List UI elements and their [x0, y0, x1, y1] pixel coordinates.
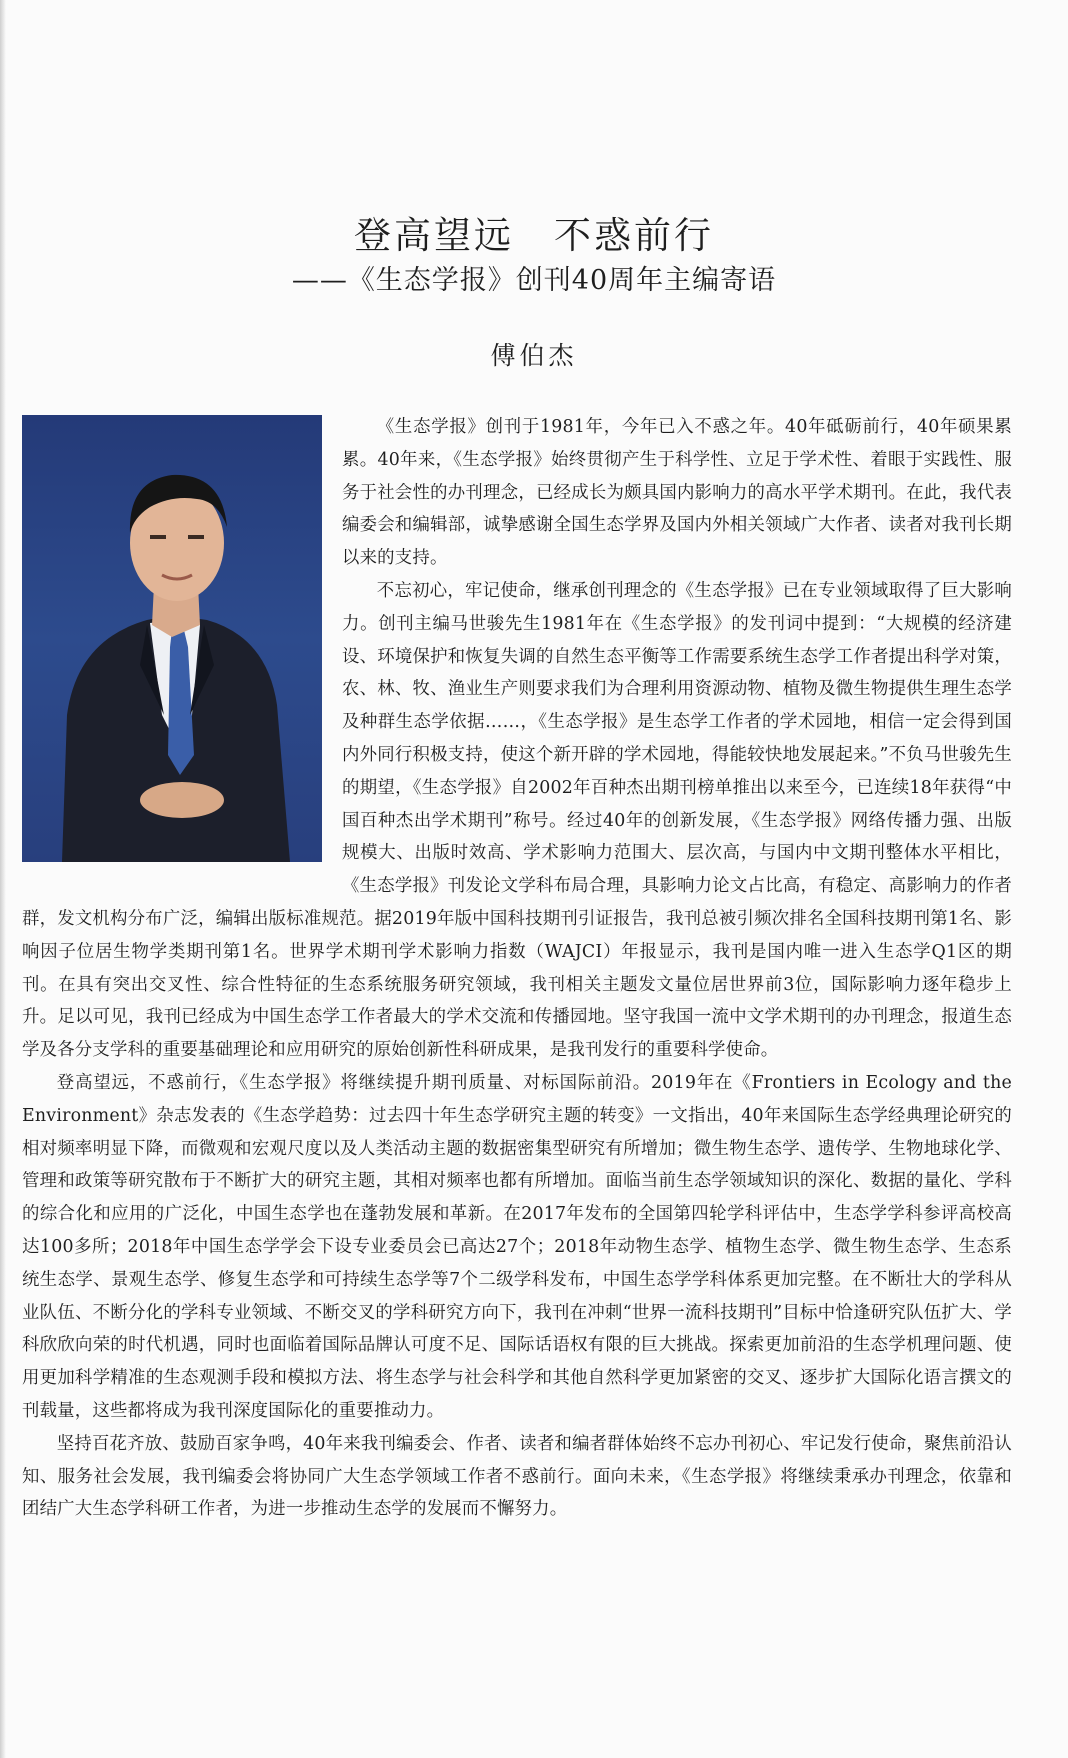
article-subtitle: ——《生态学报》创刊40周年主编寄语 [291, 265, 777, 296]
paragraph-3: 登高望远，不惑前行，《生态学报》将继续提升期刊质量、对标国际前沿。2019年在《Frontiers in Ecology and the Environment》杂志发表的《生态学趋势：过去四十年生态学研究主题的转变》一文指出，40年来国际生态学经典理论研究的相对频率明显下降，而微观和宏观尺度以及人类活动主题的数据密集型研究有所增加；微生物生态学、遗传学、生物地球化学、管理和政策等研究散布于不断扩大的研究主题，其相对频率也都有所增加。面临当前生态学领域知识的深化、数据的量化、学科的综合化和应用的广泛化，中国生态学也在蓬勃发展和革新。在2017年发布的全国第四轮学科评估中，生态学学科参评高校高达100多所；2018年中国生态学学会下设专业委员会已高达27个；2018年动物生态学、植物生态学、微生物生态学、生态系统生态学、景观生态学、修复生态学和可持续生态学等7个二级学科发布，中国生态学学科体系更加完整。在不断壮大的学科从业队伍、不断分化的学科专业领域、不断交叉的学科研究方向下，我刊在冲刺“世界一流科技期刊”目标中恰逢研究队伍扩大、学科欣欣向荣的时代机遇，同时也面临着国际品牌认可度不足、国际话语权有限的巨大挑战。探索更加前沿的生态学机理问题、使用更加科学精准的生态观测手段和模拟方法、将生态学与社会科学和其他自然科学更加紧密的交叉、逐步扩大国际化语言撰文的刊载量，这些都将成为我刊深度国际化的重要推动力。 [22, 1072, 1012, 1421]
article-body [22, 411, 1012, 1526]
photo-spacer [22, 411, 342, 881]
article-title: 登高望远 不惑前行 [354, 213, 714, 257]
author-name: 傅伯杰 [490, 341, 578, 370]
paragraph-2: 不忘初心，牢记使命，继承创刊理念的《生态学报》已在专业领域取得了巨大影响力。创刊主编马世骏先生1981年在《生态学报》的发刊词中提到：“大规模的经济建设、环境保护和恢复失调的自然生态平衡等工作需要系统生态学工作者提出科学对策，农、林、牧、渔业生产则要求我们为合理利用资源动物、植物及微生物提供生理生态学及种群生态学依据……，《生态学报》是生态学工作者的学术园地，相信一定会得到国内外同行积极支持，使这个新开辟的学术园地，得能较快地发展起来。”不负马世骏先生的期望，《生态学报》自2002年百种杰出期刊榜单推出以来至今，已连续18年获得“中国百种杰出学术期刊”称号。经过40年的创新发展，《生态学报》网络传播力强、出版规模大、出版时效高、学术影响力范围大、层次高，与国内中文期刊整体水平相比，《生态学报》刊发论文学科布局合理，具影响力论文占比高，有稳定、高影响力的作者群，发文机构分布广泛，编辑出版标准规范。据2019年版中国科技期刊引证报告，我刊总被引频次排名全国科技期刊第1名、影响因子位居生物学类期刊第1名。世界学术期刊学术影响力指数（WAJCI）年报显示，我刊是国内唯一进入生态学Q1区的期刊。在具有突出交叉性、综合性特征的生态系统服务研究领域，我刊相关主题发文量位居世界前3位，国际影响力逐年稳步上升。足以可见，我刊已经成为中国生态学工作者最大的学术交流和传播园地。坚守我国一流中文学术期刊的办刊理念，报道生态学及各分支学科的重要基础理论和应用研究的原始创新性科研成果，是我刊发行的重要科学使命。 [22, 580, 1012, 1061]
paragraph-1: 《生态学报》创刊于1981年，今年已入不惑之年。40年砥砺前行，40年硕果累累。40年来，《生态学报》始终贯彻产生于科学性、立足于学术性、着眼于实践性、服务于社会性的办刊理念，已经成长为颇具国内影响力的高水平学术期刊。在此，我代表编委会和编辑部，诚挚感谢全国生态学界及国内外相关领域广大作者、读者对我刊长期以来的支持。 [342, 417, 1012, 569]
paragraph-4: 坚持百花齐放、鼓励百家争鸣，40年来我刊编委会、作者、读者和编者群体始终不忘办刊初心、牢记发行使命，聚焦前沿认知、服务社会发展，我刊编委会将协同广大生态学领域工作者不惑前行。面向未来，《生态学报》将继续秉承办刊理念，依靠和团结广大生态学科研工作者，为进一步推动生态学的发展而不懈努力。 [22, 1433, 1012, 1520]
